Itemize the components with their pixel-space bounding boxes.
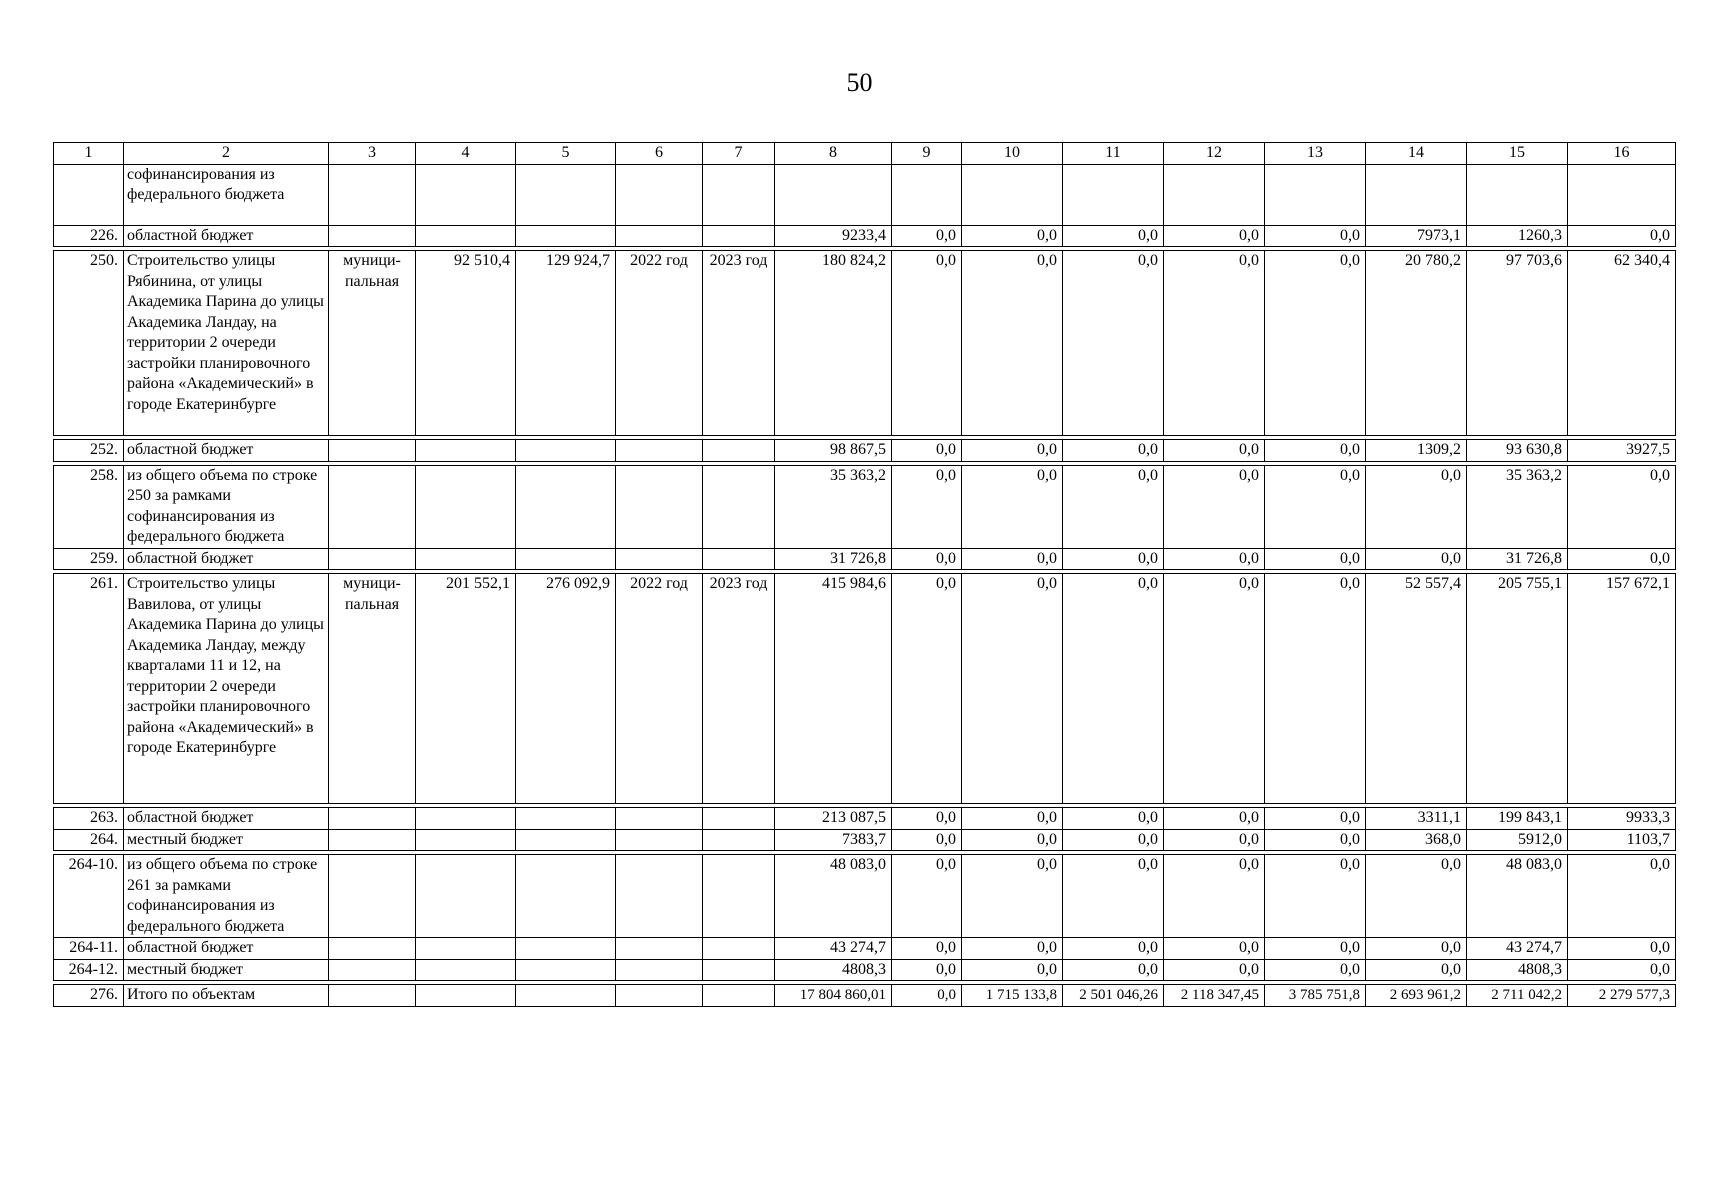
amount-cell: [416, 225, 516, 247]
row-number-cell: 250.: [54, 251, 124, 436]
amount-cell: 0,0: [1063, 808, 1164, 830]
amount-cell: 4808,3: [775, 959, 892, 981]
row-number-cell: 264-11.: [54, 938, 124, 960]
column-number: 3: [329, 143, 416, 165]
table-row: [54, 440, 1676, 462]
year-cell: [703, 985, 775, 1007]
amount-cell: 31 726,8: [775, 548, 892, 570]
year-cell: [616, 829, 703, 851]
amount-cell: 0,0: [962, 225, 1063, 247]
column-number: 10: [962, 143, 1063, 165]
year-cell: [703, 959, 775, 981]
amount-cell: 1103,7: [1568, 829, 1676, 851]
amount-cell: 2 693 961,2: [1366, 985, 1467, 1007]
amount-cell: 0,0: [892, 574, 962, 804]
row-number-cell: 264.: [54, 829, 124, 851]
amount-cell: 0,0: [1164, 855, 1265, 938]
description-cell: софинансирования из федерального бюджета: [124, 164, 329, 225]
amount-cell: 0,0: [1164, 251, 1265, 436]
amount-cell: [962, 164, 1063, 225]
budget-table-wrapper: [53, 142, 1675, 1007]
amount-cell: 0,0: [1164, 465, 1265, 548]
amount-cell: 0,0: [1568, 225, 1676, 247]
description-cell: местный бюджет: [124, 959, 329, 981]
ownership-cell: [329, 855, 416, 938]
column-number-row: [54, 143, 1676, 165]
year-cell: [616, 225, 703, 247]
amount-cell: 213 087,5: [775, 808, 892, 830]
row-number-cell: 252.: [54, 440, 124, 462]
amount-cell: 205 755,1: [1467, 574, 1568, 804]
description-cell: областной бюджет: [124, 938, 329, 960]
column-number: 7: [703, 143, 775, 165]
amount-cell: 0,0: [892, 808, 962, 830]
amount-cell: [416, 164, 516, 225]
amount-cell: 4808,3: [1467, 959, 1568, 981]
amount-cell: 0,0: [962, 251, 1063, 436]
column-number: 12: [1164, 143, 1265, 165]
ownership-cell: [329, 164, 416, 225]
amount-cell: 0,0: [1366, 855, 1467, 938]
amount-cell: 0,0: [1063, 465, 1164, 548]
amount-cell: 1 715 133,8: [962, 985, 1063, 1007]
amount-cell: 62 340,4: [1568, 251, 1676, 436]
ownership-cell: [329, 829, 416, 851]
amount-cell: 0,0: [1164, 548, 1265, 570]
amount-cell: 2 711 042,2: [1467, 985, 1568, 1007]
amount-cell: 0,0: [1164, 574, 1265, 804]
amount-cell: [1063, 164, 1164, 225]
amount-cell: 0,0: [1164, 829, 1265, 851]
amount-cell: [516, 440, 616, 462]
amount-cell: 0,0: [1164, 959, 1265, 981]
amount-cell: 0,0: [1265, 440, 1366, 462]
amount-cell: 0,0: [1568, 548, 1676, 570]
amount-cell: 48 083,0: [775, 855, 892, 938]
ownership-cell: [329, 959, 416, 981]
table-row: [54, 938, 1676, 960]
amount-cell: 129 924,7: [516, 251, 616, 436]
amount-cell: [516, 855, 616, 938]
ownership-cell: [329, 938, 416, 960]
amount-cell: 43 274,7: [775, 938, 892, 960]
amount-cell: 0,0: [1063, 251, 1164, 436]
table-row: [54, 855, 1676, 938]
year-cell: 2023 год: [703, 574, 775, 804]
column-number: 13: [1265, 143, 1366, 165]
table-row: [54, 465, 1676, 548]
amount-cell: 1260,3: [1467, 225, 1568, 247]
amount-cell: 0,0: [1063, 574, 1164, 804]
budget-table: [53, 142, 1676, 1007]
amount-cell: 7383,7: [775, 829, 892, 851]
ownership-cell: [329, 808, 416, 830]
year-cell: [616, 985, 703, 1007]
amount-cell: 97 703,6: [1467, 251, 1568, 436]
amount-cell: 0,0: [962, 959, 1063, 981]
amount-cell: [416, 548, 516, 570]
amount-cell: 0,0: [1265, 829, 1366, 851]
amount-cell: 199 843,1: [1467, 808, 1568, 830]
amount-cell: 3927,5: [1568, 440, 1676, 462]
amount-cell: 3311,1: [1366, 808, 1467, 830]
table-row: [54, 164, 1676, 225]
description-cell: областной бюджет: [124, 548, 329, 570]
amount-cell: [416, 855, 516, 938]
amount-cell: 0,0: [962, 465, 1063, 548]
row-number-cell: 261.: [54, 574, 124, 804]
amount-cell: 0,0: [1568, 465, 1676, 548]
year-cell: [703, 465, 775, 548]
amount-cell: 0,0: [1265, 574, 1366, 804]
amount-cell: [416, 985, 516, 1007]
ownership-cell: [329, 440, 416, 462]
column-number: 6: [616, 143, 703, 165]
amount-cell: [416, 829, 516, 851]
amount-cell: 0,0: [962, 829, 1063, 851]
description-cell: местный бюджет: [124, 829, 329, 851]
amount-cell: 0,0: [1063, 938, 1164, 960]
row-number-cell: 264-10.: [54, 855, 124, 938]
amount-cell: 276 092,9: [516, 574, 616, 804]
year-cell: [616, 959, 703, 981]
row-number-cell: [54, 164, 124, 225]
amount-cell: 0,0: [1164, 225, 1265, 247]
amount-cell: [892, 164, 962, 225]
table-row: [54, 225, 1676, 247]
amount-cell: 0,0: [962, 440, 1063, 462]
year-cell: [616, 548, 703, 570]
table-row: [54, 574, 1676, 804]
year-cell: [616, 808, 703, 830]
amount-cell: 0,0: [1063, 855, 1164, 938]
amount-cell: [516, 164, 616, 225]
description-cell: областной бюджет: [124, 808, 329, 830]
amount-cell: 0,0: [892, 440, 962, 462]
column-number: 4: [416, 143, 516, 165]
amount-cell: 52 557,4: [1366, 574, 1467, 804]
amount-cell: [416, 465, 516, 548]
year-cell: [616, 938, 703, 960]
amount-cell: 0,0: [1063, 225, 1164, 247]
table-row: [54, 251, 1676, 436]
amount-cell: [775, 164, 892, 225]
description-cell: Строительство улицы Рябинина, от улицы Академика Парина до улицы Академика Ландау, на территории 2 очереди застройки планировочного района «Академический» в городе Екатеринбурге: [124, 251, 329, 436]
table-row: [54, 959, 1676, 981]
column-number: 2: [124, 143, 329, 165]
amount-cell: 0,0: [892, 548, 962, 570]
amount-cell: 0,0: [1063, 829, 1164, 851]
amount-cell: 35 363,2: [775, 465, 892, 548]
column-number: 9: [892, 143, 962, 165]
amount-cell: 2 118 347,45: [1164, 985, 1265, 1007]
column-number: 1: [54, 143, 124, 165]
amount-cell: 0,0: [1366, 465, 1467, 548]
amount-cell: 2 279 577,3: [1568, 985, 1676, 1007]
amount-cell: 0,0: [1164, 440, 1265, 462]
table-row: [54, 985, 1676, 1007]
amount-cell: 0,0: [1265, 465, 1366, 548]
description-cell: областной бюджет: [124, 440, 329, 462]
year-cell: [616, 164, 703, 225]
amount-cell: 0,0: [962, 548, 1063, 570]
year-cell: [703, 440, 775, 462]
amount-cell: 0,0: [962, 855, 1063, 938]
column-number: 5: [516, 143, 616, 165]
row-number-cell: 263.: [54, 808, 124, 830]
amount-cell: [516, 465, 616, 548]
amount-cell: [516, 959, 616, 981]
amount-cell: [1265, 164, 1366, 225]
amount-cell: 92 510,4: [416, 251, 516, 436]
amount-cell: 17 804 860,01: [775, 985, 892, 1007]
amount-cell: 0,0: [892, 465, 962, 548]
amount-cell: 0,0: [1568, 855, 1676, 938]
amount-cell: 9933,3: [1568, 808, 1676, 830]
amount-cell: 93 630,8: [1467, 440, 1568, 462]
amount-cell: 0,0: [1265, 251, 1366, 436]
amount-cell: 0,0: [1366, 938, 1467, 960]
amount-cell: [416, 938, 516, 960]
ownership-cell: муници-пальная: [329, 251, 416, 436]
column-number: 8: [775, 143, 892, 165]
column-number: 14: [1366, 143, 1467, 165]
amount-cell: 43 274,7: [1467, 938, 1568, 960]
amount-cell: 0,0: [1063, 959, 1164, 981]
amount-cell: 0,0: [1164, 938, 1265, 960]
amount-cell: [1568, 164, 1676, 225]
amount-cell: 201 552,1: [416, 574, 516, 804]
description-cell: Строительство улицы Вавилова, от улицы Академика Парина до улицы Академика Ландау, между кварталами 11 и 12, на территории 2 очереди застройки планировочного района «Академический» в городе Екатеринбурге: [124, 574, 329, 804]
amount-cell: [516, 985, 616, 1007]
amount-cell: [1164, 164, 1265, 225]
page-number: 50: [846, 68, 873, 97]
row-number-cell: 258.: [54, 465, 124, 548]
amount-cell: 0,0: [892, 959, 962, 981]
year-cell: [703, 225, 775, 247]
amount-cell: 368,0: [1366, 829, 1467, 851]
ownership-cell: [329, 465, 416, 548]
year-cell: 2022 год: [616, 574, 703, 804]
amount-cell: [516, 938, 616, 960]
amount-cell: 180 824,2: [775, 251, 892, 436]
amount-cell: [516, 548, 616, 570]
amount-cell: 1309,2: [1366, 440, 1467, 462]
row-number-cell: 226.: [54, 225, 124, 247]
year-cell: 2022 год: [616, 251, 703, 436]
year-cell: 2023 год: [703, 251, 775, 436]
amount-cell: 0,0: [1265, 225, 1366, 247]
table-row: [54, 808, 1676, 830]
amount-cell: 0,0: [1568, 938, 1676, 960]
row-number-cell: 276.: [54, 985, 124, 1007]
amount-cell: 7973,1: [1366, 225, 1467, 247]
year-cell: [703, 938, 775, 960]
amount-cell: 0,0: [892, 225, 962, 247]
amount-cell: 0,0: [1063, 548, 1164, 570]
amount-cell: 0,0: [892, 829, 962, 851]
amount-cell: 3 785 751,8: [1265, 985, 1366, 1007]
amount-cell: 20 780,2: [1366, 251, 1467, 436]
amount-cell: 415 984,6: [775, 574, 892, 804]
amount-cell: 9233,4: [775, 225, 892, 247]
amount-cell: [1366, 164, 1467, 225]
column-number: 15: [1467, 143, 1568, 165]
year-cell: [616, 465, 703, 548]
column-number: 11: [1063, 143, 1164, 165]
ownership-cell: [329, 548, 416, 570]
description-cell: из общего объема по строке 250 за рамками софинансирования из федерального бюджета: [124, 465, 329, 548]
amount-cell: 0,0: [892, 855, 962, 938]
amount-cell: 0,0: [892, 251, 962, 436]
amount-cell: [516, 829, 616, 851]
ownership-cell: муници-пальная: [329, 574, 416, 804]
year-cell: [703, 548, 775, 570]
amount-cell: 2 501 046,26: [1063, 985, 1164, 1007]
amount-cell: 0,0: [1063, 440, 1164, 462]
year-cell: [616, 440, 703, 462]
row-number-cell: 264-12.: [54, 959, 124, 981]
year-cell: [703, 829, 775, 851]
amount-cell: 0,0: [1265, 855, 1366, 938]
amount-cell: 0,0: [892, 985, 962, 1007]
description-cell: из общего объема по строке 261 за рамками софинансирования из федерального бюджета: [124, 855, 329, 938]
column-number: 16: [1568, 143, 1676, 165]
amount-cell: 0,0: [892, 938, 962, 960]
row-number-cell: 259.: [54, 548, 124, 570]
description-cell: Итого по объектам: [124, 985, 329, 1007]
year-cell: [616, 855, 703, 938]
amount-cell: 0,0: [1568, 959, 1676, 981]
amount-cell: [416, 440, 516, 462]
amount-cell: 0,0: [962, 938, 1063, 960]
amount-cell: 0,0: [1265, 959, 1366, 981]
ownership-cell: [329, 985, 416, 1007]
table-row: [54, 829, 1676, 851]
amount-cell: 0,0: [962, 574, 1063, 804]
year-cell: [703, 164, 775, 225]
amount-cell: 31 726,8: [1467, 548, 1568, 570]
ownership-cell: [329, 225, 416, 247]
amount-cell: [516, 225, 616, 247]
amount-cell: 0,0: [1265, 808, 1366, 830]
amount-cell: [416, 959, 516, 981]
amount-cell: 0,0: [1265, 938, 1366, 960]
amount-cell: 48 083,0: [1467, 855, 1568, 938]
amount-cell: 35 363,2: [1467, 465, 1568, 548]
amount-cell: [416, 808, 516, 830]
year-cell: [703, 855, 775, 938]
amount-cell: 5912,0: [1467, 829, 1568, 851]
amount-cell: 0,0: [1366, 959, 1467, 981]
table-row: [54, 548, 1676, 570]
amount-cell: 0,0: [1366, 548, 1467, 570]
description-cell: областной бюджет: [124, 225, 329, 247]
year-cell: [703, 808, 775, 830]
amount-cell: [1467, 164, 1568, 225]
amount-cell: 0,0: [1265, 548, 1366, 570]
amount-cell: [516, 808, 616, 830]
amount-cell: 0,0: [962, 808, 1063, 830]
amount-cell: 0,0: [1164, 808, 1265, 830]
amount-cell: 157 672,1: [1568, 574, 1676, 804]
amount-cell: 98 867,5: [775, 440, 892, 462]
